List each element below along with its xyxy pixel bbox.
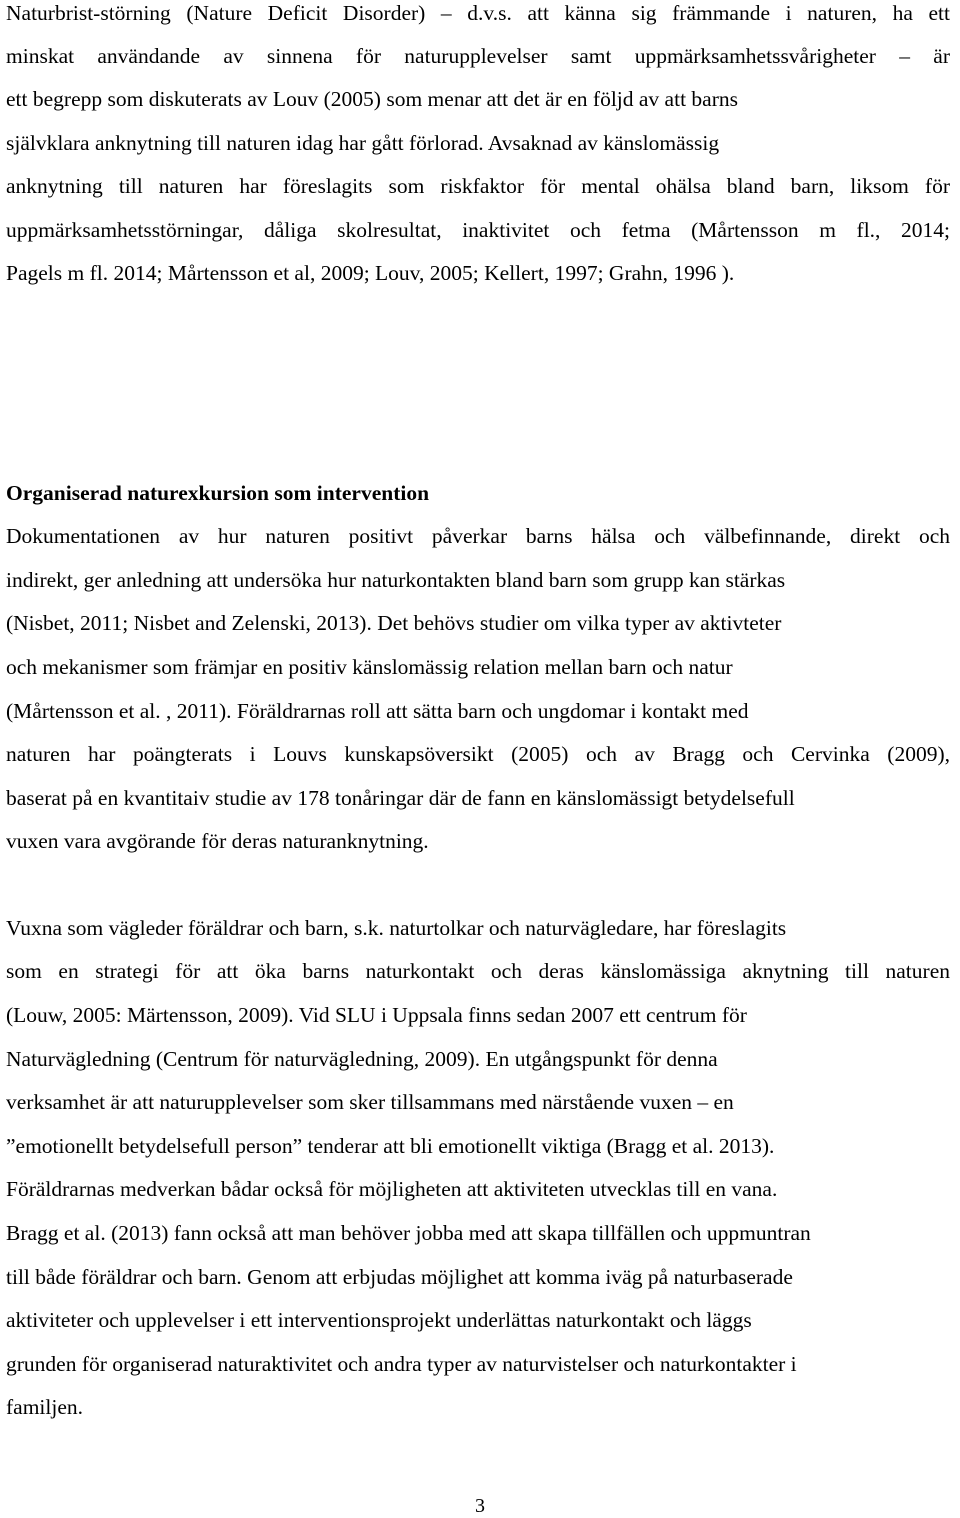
page-number: 3 bbox=[475, 1495, 485, 1517]
text-line: Föräldrarnas medverkan bådar också för möjligheten att aktiviteten utvecklas till en vana. bbox=[6, 1177, 778, 1201]
text-line: Bragg et al. (2013) fann också att man behöver jobba med att skapa tillfällen och uppmuntran bbox=[6, 1221, 811, 1245]
text-line: och mekanismer som främjar en positiv känslomässig relation mellan barn och natur bbox=[6, 655, 733, 679]
text-line: aktiviteter och upplevelser i ett interventionsprojekt underlättas naturkontakt och läggs bbox=[6, 1308, 752, 1332]
text-line: ”emotionellt betydelsefull person” tenderar att bli emotionellt viktiga (Bragg et al. 2013). bbox=[6, 1134, 775, 1158]
text-line: Vuxna som vägleder föräldrar och barn, s.k. naturtolkar och naturvägledare, har föreslagits bbox=[6, 916, 787, 940]
section-heading: Organiserad naturexkursion som intervention bbox=[6, 481, 430, 505]
text-line: baserat på en kvantitaiv studie av 178 tonåringar där de fann en känslomässigt betydelsefull bbox=[6, 786, 795, 810]
text-line: ett begrepp som diskuterats av Louv (2005) som menar att det är en följd av att barns bbox=[6, 87, 738, 111]
text-line: Naturbrist-störning (Nature Deficit Disorder) – d.v.s. att känna sig främmande i naturen, ha ett bbox=[6, 1, 950, 25]
text-line: Dokumentationen av hur naturen positivt påverkar barns hälsa och välbefinnande, direkt och bbox=[6, 524, 950, 548]
text-line: grunden för organiserad naturaktivitet och andra typer av naturvistelser och naturkontakter i bbox=[6, 1352, 797, 1376]
text-line: som en strategi för att öka barns naturkontakt och deras känslomässiga aknytning till naturen bbox=[6, 959, 950, 983]
text-line: (Louw, 2005: Märtensson, 2009). Vid SLU i Uppsala finns sedan 2007 ett centrum för bbox=[6, 1003, 747, 1027]
text-line: (Mårtensson et al. , 2011). Föräldrarnas roll att sätta barn och ungdomar i kontakt med bbox=[6, 699, 749, 723]
text-line: Pagels m fl. 2014; Mårtensson et al, 2009; Louv, 2005; Kellert, 1997; Grahn, 1996 ). bbox=[6, 261, 735, 285]
text-line: självklara anknytning till naturen idag har gått förlorad. Avsaknad av känslomässig bbox=[6, 131, 720, 155]
text-line: minskat användande av sinnena för naturupplevelser samt uppmärksamhetssvårigheter – är bbox=[6, 44, 950, 68]
text-line: Naturvägledning (Centrum för naturvägledning, 2009). En utgångspunkt för denna bbox=[6, 1047, 718, 1071]
text-line: naturen har poängterats i Louvs kunskapsöversikt (2005) och av Bragg och Cervinka (2009), bbox=[6, 742, 950, 766]
text-line: anknytning till naturen har föreslagits som riskfaktor för mental ohälsa bland barn, liksom för bbox=[6, 174, 950, 198]
text-line: verksamhet är att naturupplevelser som sker tillsammans med närstående vuxen – en bbox=[6, 1090, 734, 1114]
text-line: vuxen vara avgörande för deras naturanknytning. bbox=[6, 829, 429, 853]
text-line: uppmärksamhetsstörningar, dåliga skolresultat, inaktivitet och fetma (Mårtensson m fl., 2014; bbox=[6, 218, 950, 242]
text-line: familjen. bbox=[6, 1395, 84, 1419]
text-line: indirekt, ger anledning att undersöka hur naturkontakten bland barn som grupp kan stärkas bbox=[6, 568, 786, 592]
text-line: till både föräldrar och barn. Genom att erbjudas möjlighet att komma iväg på naturbaserade bbox=[6, 1265, 793, 1289]
text-line: (Nisbet, 2011; Nisbet and Zelenski, 2013). Det behövs studier om vilka typer av aktivteter bbox=[6, 611, 782, 635]
